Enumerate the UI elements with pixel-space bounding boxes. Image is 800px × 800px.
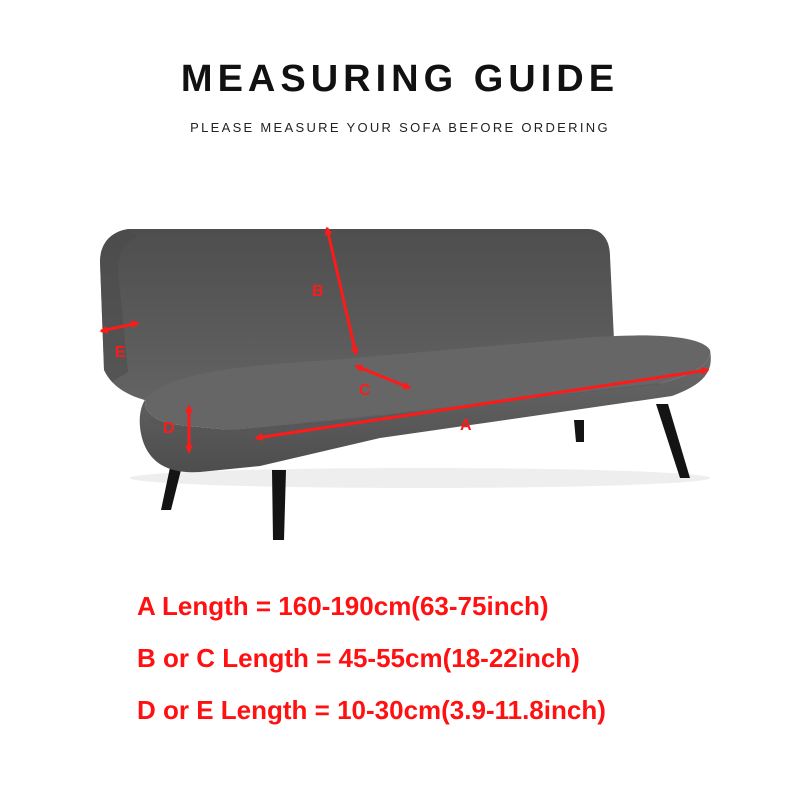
sofa-leg [574, 420, 584, 442]
page-subtitle: PLEASE MEASURE YOUR SOFA BEFORE ORDERING [190, 120, 610, 135]
spec-line-a: A Length = 160-190cm(63-75inch) [137, 591, 549, 621]
sofa-leg [272, 470, 286, 540]
sofa-measurement-diagram [0, 190, 800, 560]
spec-line-d-e: D or E Length = 10-30cm(3.9-11.8inch) [137, 695, 606, 725]
sofa-leg [656, 404, 690, 478]
label-e: E [115, 344, 126, 361]
label-b: B [312, 283, 324, 300]
page-title: MEASURING GUIDE [180, 58, 620, 100]
floor-shadow [130, 468, 710, 488]
size-specifications [137, 588, 777, 744]
label-d: D [163, 420, 175, 437]
label-a: A [460, 417, 472, 434]
label-c: C [359, 382, 371, 399]
spec-line-b-c: B or C Length = 45-55cm(18-22inch) [137, 643, 580, 673]
